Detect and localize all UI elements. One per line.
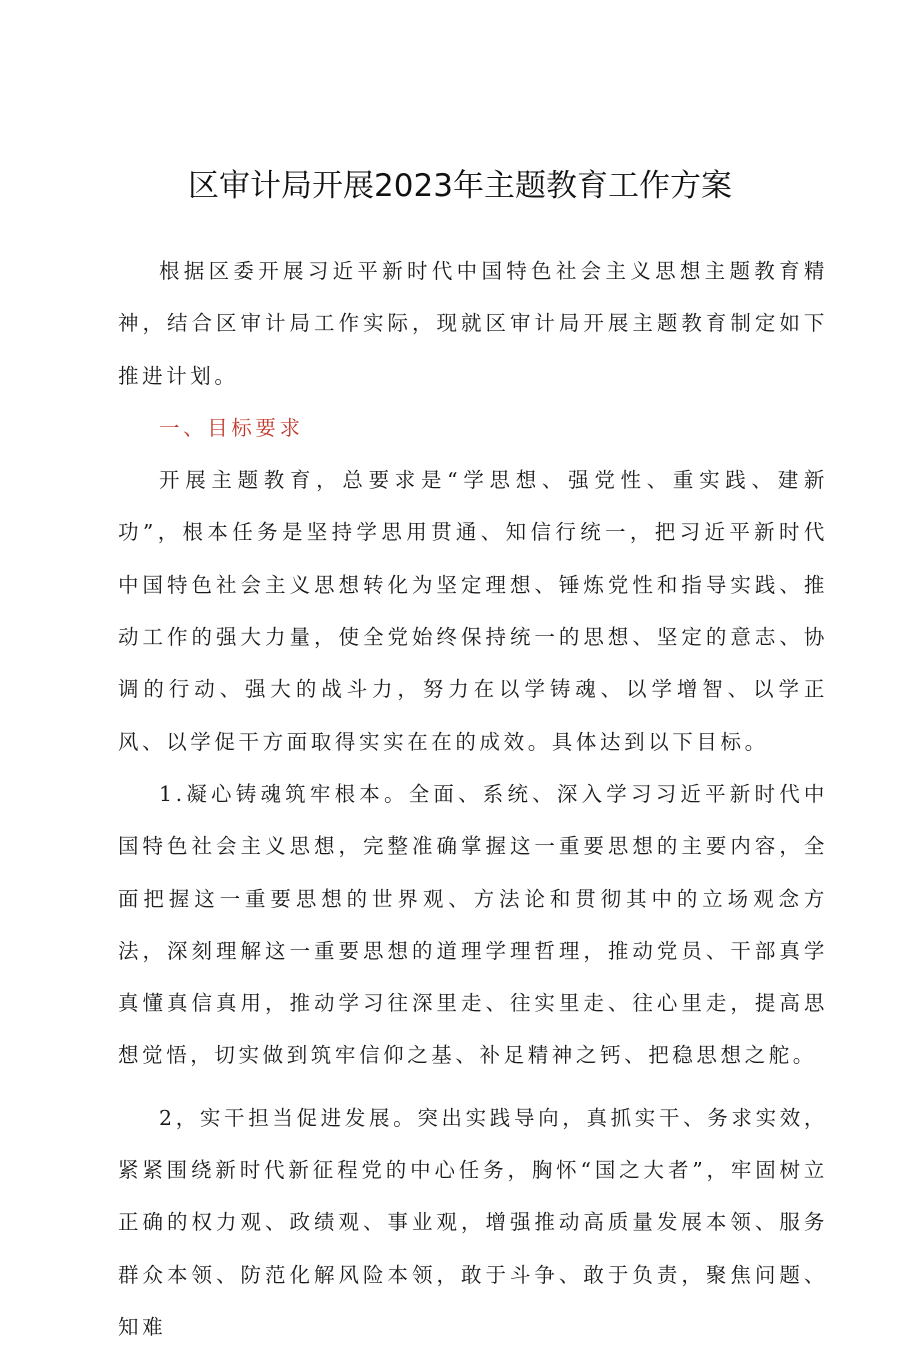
section-heading-goals: 一、目标要求	[159, 415, 304, 440]
document-body	[118, 245, 828, 1353]
goal-item-2: 2，实干担当促进发展。突出实践导向，真抓实干、务求实效，紧紧围绕新时代新征程党的中心任务，胸怀“国之大者”，牢固树立正确的权力观、政绩观、事业观，增强推动高质量发展本领、服务群众本领、防范化解风险本领，敢于斗争、敢于负责，聚焦问题、知难	[118, 1105, 828, 1339]
goals-paragraph: 开展主题教育，总要求是“学思想、强党性、重实践、建新功”，根本任务是坚持学思用贯通、知信行统一，把习近平新时代中国特色社会主义思想转化为坚定理想、锤炼党性和指导实践、推动工作的强大力量，使全党始终保持统一的思想、坚定的意志、协调的行动、强大的战斗力，努力在以学铸魂、以学增智、以学正风、以学促干方面取得实实在在的成效。具体达到以下目标。	[118, 468, 828, 754]
intro-paragraph: 根据区委开展习近平新时代中国特色社会主义思想主题教育精神，结合区审计局工作实际，现就区审计局开展主题教育制定如下推进计划。	[118, 259, 828, 388]
goal-item-1: 1.凝心铸魂筑牢根本。全面、系统、深入学习习近平新时代中国特色社会主义思想，完整准确掌握这一重要思想的主要内容，全面把握这一重要思想的世界观、方法论和贯彻其中的立场观念方法，深刻理解这一重要思想的道理学理哲理，推动党员、干部真学真懂真信真用，推动学习往深里走、往实里走、往心里走，提高思想觉悟，切实做到筑牢信仰之基、补足精神之钙、把稳思想之舵。	[118, 781, 828, 1068]
document-title: 区审计局开展2023年主题教育工作方案	[188, 168, 732, 204]
